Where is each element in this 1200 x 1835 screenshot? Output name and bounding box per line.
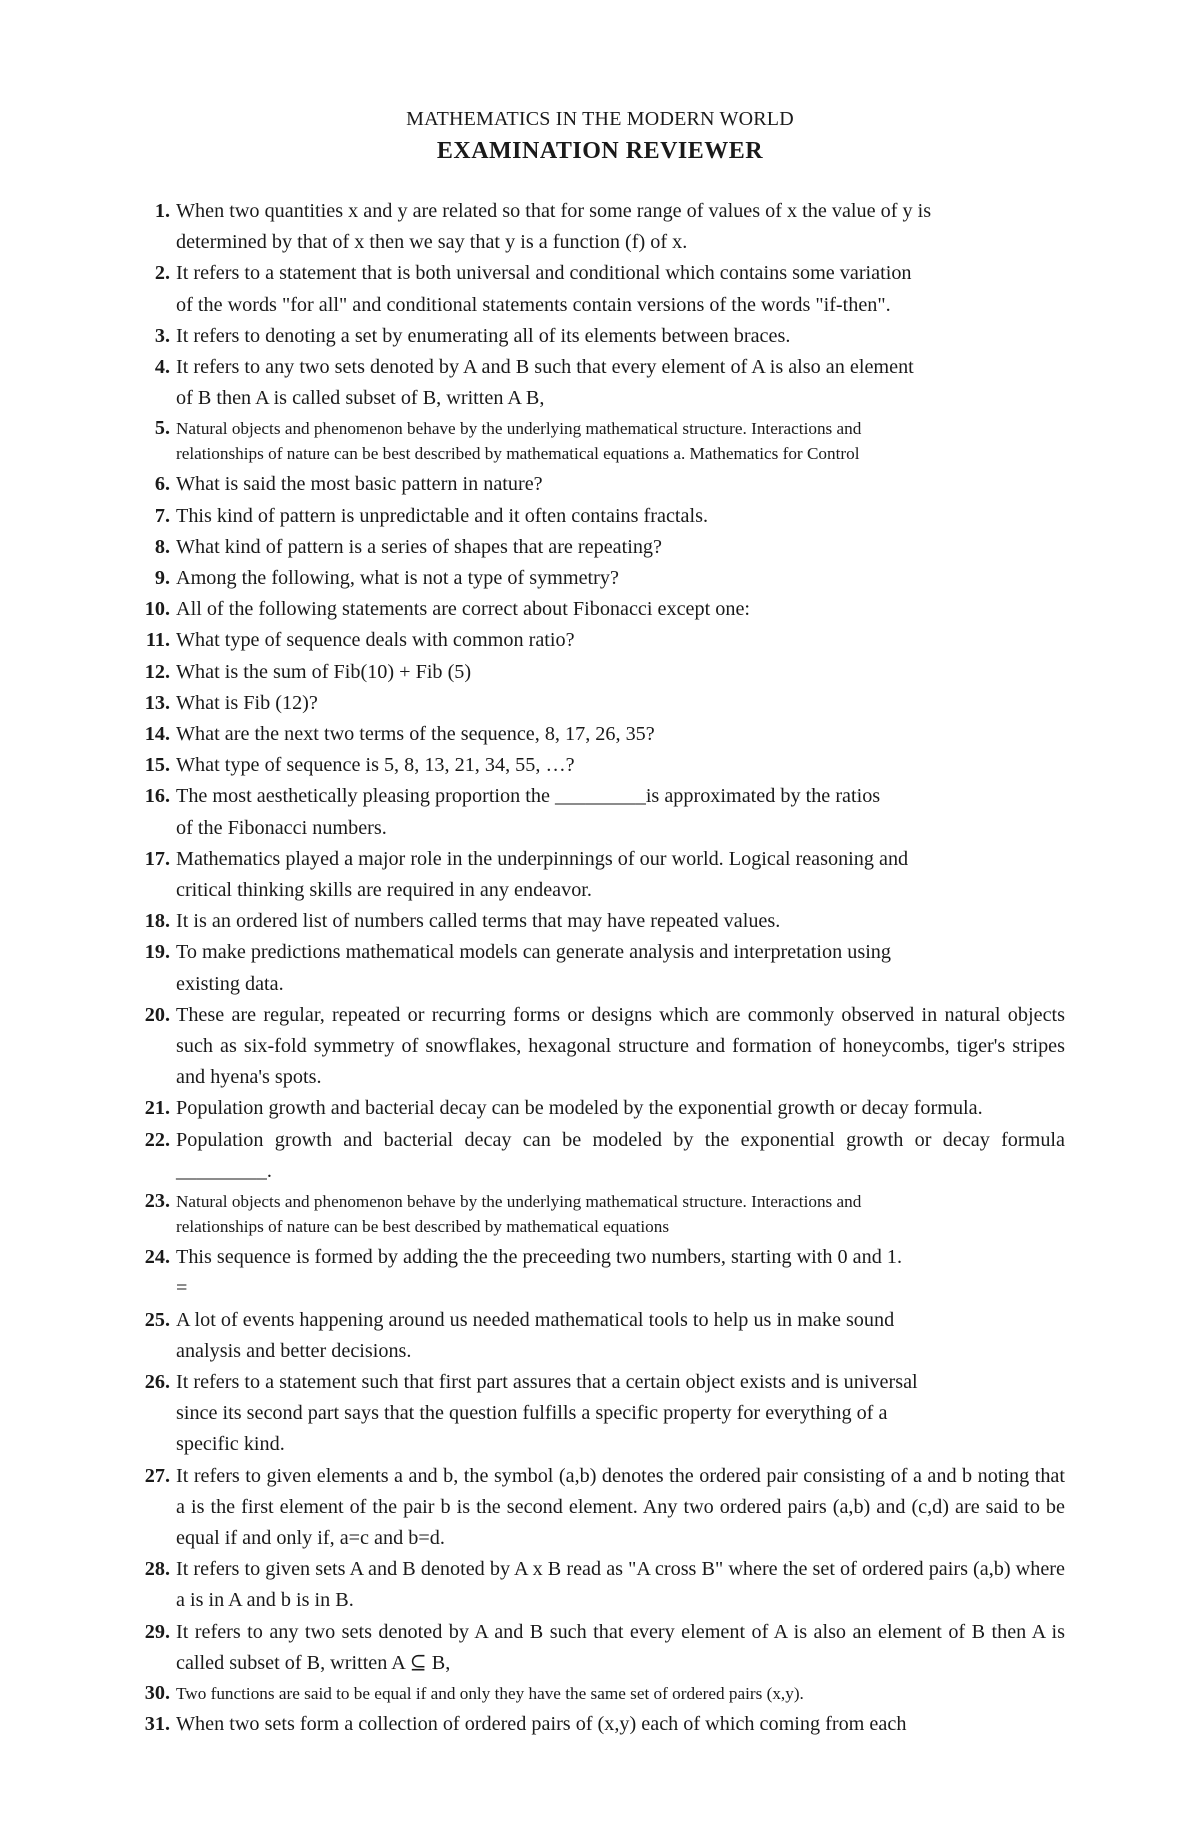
question-text: The most aesthetically pleasing proportion the _________is approximated by the ratios of the Fibonacci numbers. [176,785,881,839]
question-item [130,469,1065,500]
question-number: 29. [144,1620,170,1643]
question-number: 22. [144,1128,170,1151]
question-number: 11. [145,629,170,652]
question-number: 18. [144,910,170,933]
document-title-line2: EXAMINATION REVIEWER [436,138,764,164]
question-text: What is the sum of Fib(10) + Fib (5) [176,660,472,683]
question-text: Population growth and bacterial decay can be modeled by the exponential growth or decay formula. [176,1097,983,1120]
question-number: 3. [154,324,170,347]
question-text: Natural objects and phenomenon behave by the underlying mathematical structure. Interactions and relationships of nature can be best described by mathematical equations [176,1192,862,1237]
question-number: 19. [144,941,170,964]
question-number: 17. [144,847,170,870]
question-number: 31. [144,1712,170,1735]
question-item [130,258,1065,320]
question-number: 13. [144,691,170,714]
question-number: 7. [154,504,170,527]
question-item [130,781,1065,843]
question-item [130,1617,1065,1679]
question-item [130,352,1065,414]
question-text: It refers to any two sets denoted by A and B such that every element of A is also an element of B then A is called subset of B, written A ⊆ B, [176,1620,1065,1674]
question-number: 4. [154,356,170,379]
question-number: 23. [144,1190,170,1213]
question-text: What is Fib (12)? [176,691,318,714]
question-item [130,1367,1065,1461]
question-number: 5. [154,417,170,440]
question-number: 8. [154,535,170,558]
question-item [130,1554,1065,1616]
question-number: 27. [144,1464,170,1487]
question-text: Among the following, what is not a type of symmetry? [176,567,619,590]
question-text: What type of sequence is 5, 8, 13, 21, 34, 55, …? [176,754,575,777]
question-text: What kind of pattern is a series of shapes that are repeating? [176,535,662,558]
question-item [130,1709,1065,1740]
question-text: It refers to given elements a and b, the symbol (a,b) denotes the ordered pair consisting of a and b noting that a is the first element of the pair b is the second element. Any two ordered pairs (a,b) and (c,d) are said to be equal if and only if, a=c and b=d. [176,1464,1065,1549]
question-number: 12. [144,660,170,683]
question-number: 2. [154,262,170,285]
question-item [130,750,1065,781]
question-number: 16. [144,785,170,808]
question-number: 25. [144,1308,170,1331]
question-item [130,563,1065,594]
question-item [130,1242,1065,1304]
question-text: It refers to given sets A and B denoted by A x B read as "A cross B" where the set of ordered pairs (a,b) where a is in A and b is in B. [176,1558,1065,1612]
question-list [130,196,1065,1740]
question-number: 15. [144,754,170,777]
question-number: 20. [144,1003,170,1026]
question-text: It refers to denoting a set by enumerating all of its elements between braces. [176,324,791,347]
question-text: Population growth and bacterial decay can be modeled by the exponential growth or decay formula _________. [176,1128,1065,1182]
question-text: What are the next two terms of the sequence, 8, 17, 26, 35? [176,723,655,746]
question-text: What is said the most basic pattern in nature? [176,473,543,496]
question-text: It is an ordered list of numbers called terms that may have repeated values. [176,910,781,933]
question-item [130,1093,1065,1124]
question-number: 24. [144,1246,170,1269]
question-number: 14. [144,723,170,746]
question-text: When two quantities x and y are related so that for some range of values of x the value of y is determined by that of x then we say that y is a function (f) of x. [176,200,932,254]
question-item [130,719,1065,750]
question-text: To make predictions mathematical models can generate analysis and interpretation using existing data. [176,941,891,995]
document-title-line1: MATHEMATICS IN THE MODERN WORLD [406,108,794,130]
question-item [130,1125,1065,1187]
question-text: What type of sequence deals with common ratio? [176,629,575,652]
question-number: 28. [144,1558,170,1581]
question-number: 21. [144,1097,170,1120]
question-number: 9. [154,567,170,590]
question-item [130,844,1065,906]
question-item [130,1461,1065,1555]
question-text: It refers to a statement that is both universal and conditional which contains some variation of the words "for all" and conditional statements contain versions of the words "if-then". [176,262,912,316]
question-item [130,532,1065,563]
question-text: It refers to any two sets denoted by A and B such that every element of A is also an element of B then A is called subset of B, written A B, [176,356,914,410]
question-number: 6. [154,473,170,496]
question-item [130,321,1065,352]
question-text: Natural objects and phenomenon behave by the underlying mathematical structure. Interactions and relationships of nature can be best described by mathematical equations a. Mathematics for Control [176,419,862,464]
question-item [130,937,1065,999]
question-text: This kind of pattern is unpredictable and it often contains fractals. [176,504,709,527]
question-item [130,1681,1065,1706]
question-item [130,625,1065,656]
question-item [130,1305,1065,1367]
question-number: 1. [154,200,170,222]
question-item [130,1189,1065,1239]
question-item [130,1000,1065,1094]
question-number: 30. [144,1681,170,1704]
question-item [130,688,1065,719]
question-item [130,196,1065,258]
question-number: 26. [144,1370,170,1393]
question-text: This sequence is formed by adding the the preceeding two numbers, starting with 0 and 1. = [176,1246,903,1300]
question-text: All of the following statements are correct about Fibonacci except one: [176,598,751,621]
question-text: When two sets form a collection of ordered pairs of (x,y) each of which coming from each [176,1712,907,1735]
question-item [130,657,1065,688]
question-text: These are regular, repeated or recurring forms or designs which are commonly observed in natural objects such as six-fold symmetry of snowflakes, hexagonal structure and formation of honeycombs, tiger's stripes and hyena's spots. [176,1003,1065,1089]
question-item [130,416,1065,466]
question-item [130,594,1065,625]
question-item [130,906,1065,937]
question-text: Mathematics played a major role in the underpinnings of our world. Logical reasoning and critical thinking skills are required in any endeavor. [176,847,909,902]
question-text: A lot of events happening around us needed mathematical tools to help us in make sound analysis and better decisions. [176,1308,895,1362]
question-item [130,501,1065,532]
question-number: 10. [144,598,170,621]
question-text: It refers to a statement such that first part assures that a certain object exists and is universal since its second part says that the question fulfills a specific property for everything of a specific kind. [176,1370,918,1456]
question-text: Two functions are said to be equal if and only they have the same set of ordered pairs (x,y). [176,1683,804,1703]
